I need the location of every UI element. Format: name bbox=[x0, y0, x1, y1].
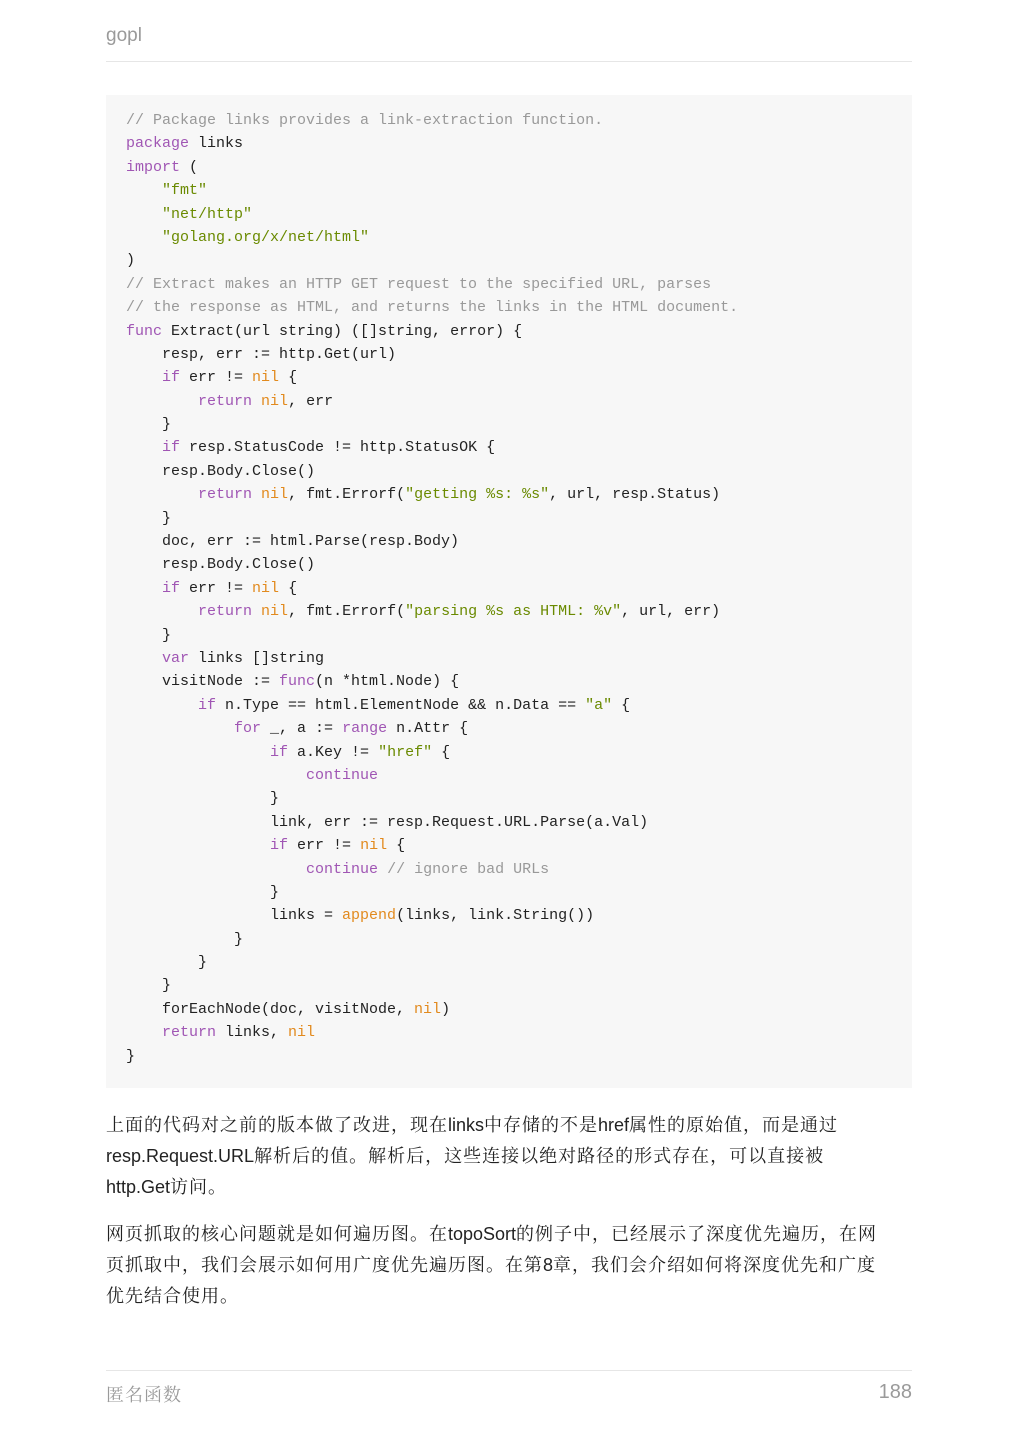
code-line bbox=[126, 577, 892, 600]
code-line bbox=[126, 156, 892, 179]
code-line bbox=[126, 507, 892, 530]
code-token: (n *html.Node) { bbox=[315, 673, 460, 691]
code-token: } bbox=[126, 930, 244, 948]
code-token: visitNode := bbox=[126, 673, 280, 691]
code-token: Extract(url string) ([]string, error) { bbox=[162, 322, 523, 340]
code-token bbox=[126, 650, 162, 667]
code-line bbox=[126, 273, 892, 296]
paragraph-2 bbox=[106, 1219, 912, 1312]
code-line bbox=[126, 132, 892, 155]
code-line bbox=[126, 553, 892, 576]
code-line bbox=[126, 109, 892, 132]
code-token: link, err := resp.Request.URL.Parse(a.Val) bbox=[126, 813, 649, 831]
code-token: n.Type == html.ElementNode && n.Data == bbox=[216, 696, 586, 714]
inline-code: links bbox=[448, 1115, 485, 1135]
code-line bbox=[126, 203, 892, 226]
code-token: // ignore bad URLs bbox=[387, 860, 550, 878]
code-token bbox=[126, 369, 162, 386]
code-line bbox=[126, 413, 892, 436]
code-token: package bbox=[126, 135, 190, 153]
inline-code: http.Get bbox=[106, 1177, 171, 1197]
code-token: } bbox=[126, 416, 172, 434]
code-token: , url, err) bbox=[621, 603, 721, 621]
code-line bbox=[126, 390, 892, 413]
code-token: err != bbox=[180, 369, 253, 387]
code-line bbox=[126, 787, 892, 810]
code-token: "parsing %s as HTML: %v" bbox=[405, 603, 622, 621]
code-line bbox=[126, 741, 892, 764]
code-token: for bbox=[234, 720, 262, 738]
inline-code: href bbox=[598, 1115, 630, 1135]
code-token: resp, err := http.Get(url) bbox=[126, 345, 397, 363]
code-token: (links, link.String()) bbox=[396, 907, 595, 925]
code-token: , fmt.Errorf( bbox=[288, 603, 406, 621]
page-number: 188 bbox=[878, 1381, 912, 1403]
code-line bbox=[126, 320, 892, 343]
code-token: { bbox=[432, 743, 451, 761]
code-token: return bbox=[198, 392, 253, 410]
code-line bbox=[126, 460, 892, 483]
code-token: continue bbox=[306, 860, 379, 878]
paragraph-text: 中存储的不是 bbox=[484, 1115, 599, 1136]
code-line bbox=[126, 343, 892, 366]
code-token: // Package links provides a link-extraction function. bbox=[126, 112, 604, 129]
code-token bbox=[126, 720, 234, 737]
inline-code: topoSort bbox=[448, 1224, 517, 1244]
code-token: forEachNode(doc, visitNode, bbox=[126, 1000, 415, 1018]
code-token bbox=[126, 486, 198, 503]
code-token: nil bbox=[252, 579, 280, 597]
code-token: "href" bbox=[378, 743, 433, 761]
chapter-number: 8 bbox=[543, 1255, 554, 1275]
code-block bbox=[106, 95, 912, 1088]
code-line bbox=[126, 717, 892, 740]
code-line bbox=[126, 296, 892, 319]
paragraph-text: 章，我们会介绍如何将深度优先和广度 bbox=[553, 1255, 877, 1276]
code-token: nil bbox=[414, 1000, 442, 1018]
code-token: if bbox=[198, 696, 217, 714]
code-token: append bbox=[342, 907, 397, 925]
code-line bbox=[126, 998, 892, 1021]
code-token bbox=[126, 1024, 162, 1041]
code-token: ) bbox=[441, 1000, 451, 1018]
code-token: { bbox=[279, 369, 298, 387]
code-token: resp.StatusCode != http.StatusOK { bbox=[180, 439, 496, 457]
code-line bbox=[126, 366, 892, 389]
page-footer bbox=[106, 1370, 912, 1417]
paragraph-1 bbox=[106, 1110, 912, 1203]
code-token: } bbox=[126, 1047, 136, 1065]
paragraph-text: 解析后的值。解析后，这些连接以绝对路径的形式存在，可以直接被 bbox=[254, 1146, 825, 1167]
code-line bbox=[126, 951, 892, 974]
code-line bbox=[126, 600, 892, 623]
code-line bbox=[126, 624, 892, 647]
code-token: err != bbox=[180, 579, 253, 597]
code-token bbox=[126, 744, 270, 761]
code-line bbox=[126, 811, 892, 834]
code-line bbox=[126, 1021, 892, 1044]
code-token: range bbox=[342, 720, 388, 738]
paragraph-text: 页抓取中，我们会展示如何用广度优先遍历图。在第 bbox=[106, 1255, 543, 1276]
code-token: nil bbox=[288, 1024, 316, 1042]
code-token: } bbox=[126, 626, 172, 644]
code-line bbox=[126, 694, 892, 717]
code-token: err != bbox=[288, 837, 361, 855]
paragraph-text: 属性的原始值，而是通过 bbox=[629, 1115, 839, 1136]
code-token bbox=[126, 206, 162, 223]
code-token: "fmt" bbox=[162, 182, 208, 200]
code-token bbox=[126, 393, 198, 410]
code-token: _, a := bbox=[261, 720, 343, 738]
code-token: nil bbox=[261, 603, 289, 621]
paragraph-text: 上面的代码对之前的版本做了改进，现在 bbox=[106, 1115, 448, 1136]
code-token: // the response as HTML, and returns the links in the HTML document. bbox=[126, 299, 739, 317]
code-token: nil bbox=[261, 486, 289, 504]
code-token: resp.Body.Close() bbox=[126, 556, 316, 574]
code-token bbox=[126, 229, 162, 246]
code-token: } bbox=[126, 883, 280, 901]
code-token: links bbox=[189, 135, 244, 153]
code-token: // Extract makes an HTTP GET request to the specified URL, parses bbox=[126, 275, 712, 293]
code-token: } bbox=[126, 954, 208, 972]
code-token: return bbox=[162, 1024, 217, 1042]
code-token: func bbox=[279, 673, 316, 691]
code-token bbox=[126, 603, 198, 620]
code-token: resp.Body.Close() bbox=[126, 462, 316, 480]
code-token: if bbox=[270, 743, 289, 761]
code-token: ) bbox=[126, 252, 136, 270]
code-token: , url, resp.Status) bbox=[549, 486, 721, 504]
code-token: } bbox=[126, 790, 280, 808]
code-token bbox=[252, 486, 261, 503]
code-line bbox=[126, 670, 892, 693]
code-token bbox=[378, 861, 387, 878]
code-token: nil bbox=[261, 392, 289, 410]
paragraph-text: 访问。 bbox=[170, 1177, 228, 1198]
code-line bbox=[126, 226, 892, 249]
book-title: gopl bbox=[106, 25, 142, 46]
code-line bbox=[126, 436, 892, 459]
code-token: ( bbox=[180, 158, 199, 176]
code-line bbox=[126, 904, 892, 927]
code-line bbox=[126, 858, 892, 881]
code-token: if bbox=[162, 579, 181, 597]
code-token: nil bbox=[360, 837, 388, 855]
code-token bbox=[126, 182, 162, 199]
code-token: if bbox=[162, 439, 181, 457]
code-token: return bbox=[198, 486, 253, 504]
code-token: nil bbox=[252, 369, 280, 387]
inline-code: resp.Request.URL bbox=[106, 1146, 255, 1166]
code-token bbox=[126, 580, 162, 597]
code-line bbox=[126, 530, 892, 553]
code-token bbox=[126, 837, 270, 854]
code-token: n.Attr { bbox=[387, 720, 469, 738]
code-line bbox=[126, 179, 892, 202]
code-token: links []string bbox=[189, 649, 325, 667]
code-token bbox=[126, 697, 198, 714]
code-line bbox=[126, 834, 892, 857]
code-token: { bbox=[612, 696, 631, 714]
code-line bbox=[126, 928, 892, 951]
code-token: links, bbox=[216, 1024, 289, 1042]
code-token: { bbox=[279, 579, 298, 597]
code-line bbox=[126, 764, 892, 787]
paragraph-text: 优先结合使用。 bbox=[106, 1286, 239, 1307]
code-token: if bbox=[162, 369, 181, 387]
code-token: , err bbox=[288, 392, 334, 410]
code-line bbox=[126, 1045, 892, 1068]
code-token: return bbox=[198, 603, 253, 621]
code-token: func bbox=[126, 322, 163, 340]
paragraph-text: 的例子中，已经展示了深度优先遍历，在网 bbox=[516, 1224, 878, 1245]
code-line bbox=[126, 249, 892, 272]
page-header bbox=[106, 22, 912, 62]
paragraph-text: 网页抓取的核心问题就是如何遍历图。在 bbox=[106, 1224, 448, 1245]
code-token: doc, err := html.Parse(resp.Body) bbox=[126, 533, 460, 551]
code-token: "a" bbox=[585, 696, 613, 714]
code-line bbox=[126, 483, 892, 506]
code-token: "golang.org/x/net/html" bbox=[162, 228, 370, 246]
code-token: var bbox=[162, 649, 190, 667]
code-token: "net/http" bbox=[162, 205, 253, 223]
code-token: links = bbox=[126, 907, 343, 925]
chapter-title: 匿名函数 bbox=[106, 1385, 182, 1406]
code-line bbox=[126, 974, 892, 997]
code-token: import bbox=[126, 158, 181, 176]
code-token: "getting %s: %s" bbox=[405, 486, 550, 504]
code-token bbox=[252, 603, 261, 620]
code-token bbox=[126, 861, 306, 878]
code-token: continue bbox=[306, 766, 379, 784]
code-token: { bbox=[387, 837, 406, 855]
code-token bbox=[126, 767, 306, 784]
code-line bbox=[126, 881, 892, 904]
code-token: a.Key != bbox=[288, 743, 379, 761]
code-token bbox=[126, 439, 162, 456]
code-token: } bbox=[126, 977, 172, 995]
code-token: if bbox=[270, 837, 289, 855]
code-line bbox=[126, 647, 892, 670]
code-token bbox=[252, 393, 261, 410]
code-token: } bbox=[126, 509, 172, 527]
code-token: , fmt.Errorf( bbox=[288, 486, 406, 504]
